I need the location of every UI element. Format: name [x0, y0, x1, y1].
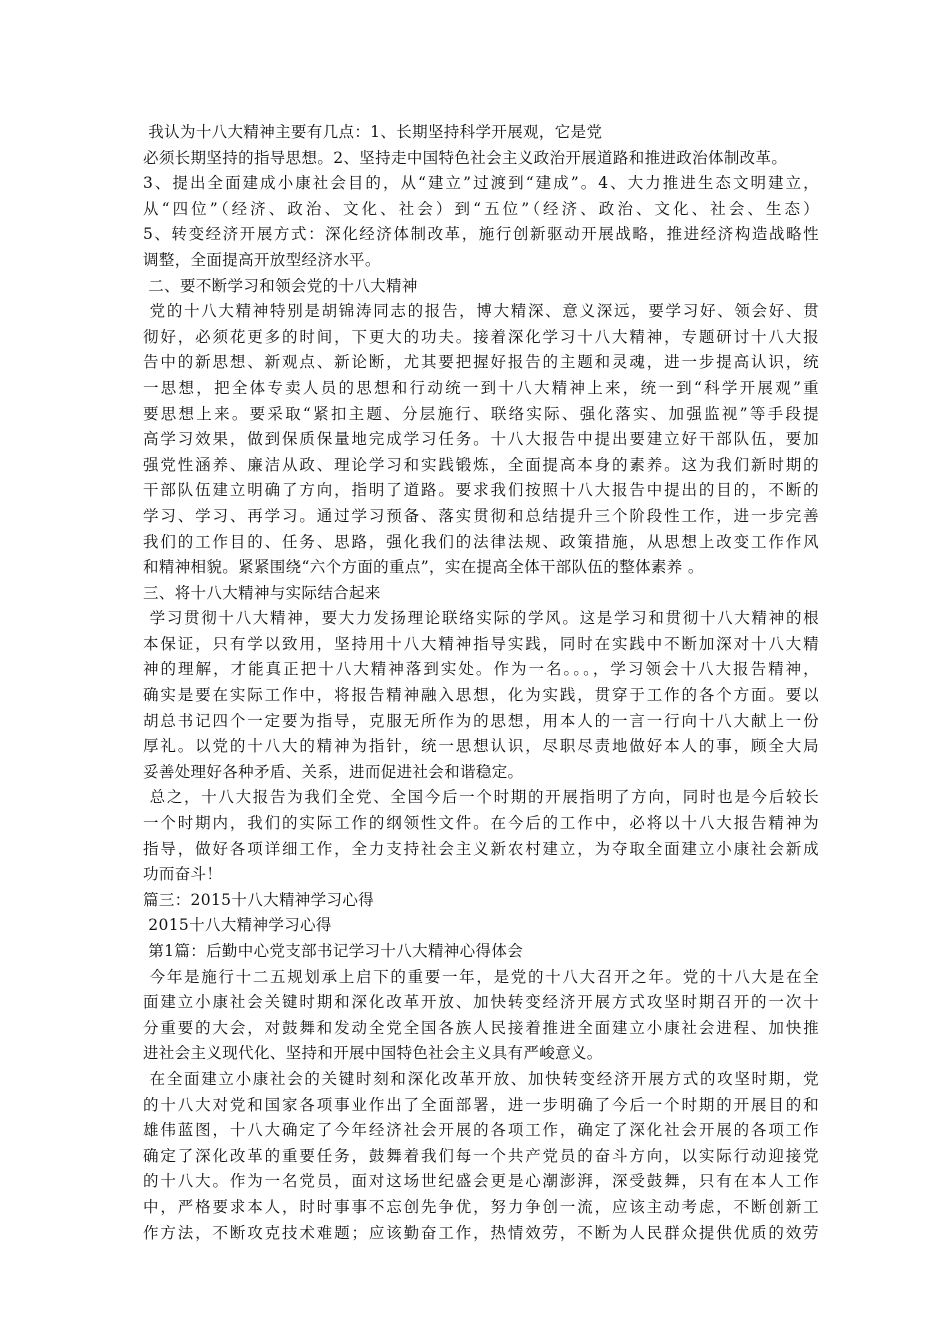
text-line: 作方法，不断攻克技术难题；应该勤奋工作，热情效劳，不断为人民群众提供优质的效劳 [143, 1223, 819, 1242]
text-line: 的十八大。作为一名党员，面对这场世纪盛会更是心潮澎湃，深受鼓舞，只有在本人工作 [143, 1172, 819, 1191]
text-line: 进社会主义现代化、坚持和开展中国特色社会主义具有严峻意义。 [143, 1044, 603, 1063]
document-body [143, 120, 819, 1246]
text-line: 确实是要在实际工作中，将报告精神融入思想，化为实践，贯穿于工作的各个方面。要以 [143, 686, 819, 705]
text-line: 学习、学习、再学习。通过学习预备、落实贯彻和总结提升三个阶段性工作，进一步完善 [143, 506, 819, 525]
text-line: 二、要不断学习和领会党的十八大精神 [143, 276, 418, 295]
text-line: 一思想，把全体专卖人员的思想和行动统一到十八大精神上来，统一到“科学开展观”重 [143, 378, 819, 397]
text-line: 我们的工作目的、任务、思路，强化我们的法律法规、政策措施，从思想上改变工作作风 [143, 532, 819, 551]
text-line: 党的十八大精神特别是胡锦涛同志的报告，博大精深、意义深远，要学习好、领会好、贯 [143, 302, 819, 321]
text-line: 中，严格要求本人，时时事事不忘创先争优，努力争创一流，应该主动考虑，不断创新工 [143, 1197, 819, 1216]
text-line: 干部队伍建立明确了方向，指明了道路。要求我们按照十八大报告中提出的目的，不断的 [143, 481, 819, 500]
text-line: 胡总书记四个一定要为指导，克服无所作为的思想，用本人的一言一行向十八大献上一份 [143, 711, 819, 730]
text-line: 第1篇：后勤中心党支部书记学习十八大精神心得体会 [143, 942, 524, 960]
text-line: 必须长期坚持的指导思想。2、坚持走中国特色社会主义政治开展道路和推进政治体制改革。 [143, 148, 788, 167]
text-line: 妥善处理好各种矛盾、关系，进而促进社会和谐稳定。 [143, 762, 524, 781]
text-line: 告中的新思想、新观点、新论断，尤其要把握好报告的主题和灵魂，进一步提高认识，统 [143, 353, 819, 372]
text-line: 学习贯彻十八大精神，要大力发扬理论联络实际的学风。这是学习和贯彻十八大精神的根 [143, 609, 819, 628]
text-line: 雄伟蓝图，十八大确定了今年经济社会开展的各项工作，确定了深化社会开展的各项工作 [143, 1121, 819, 1140]
text-line: 指导，做好各项详细工作，全力支持社会主义新农村建立，为夺取全面建立小康社会新成 [143, 839, 819, 858]
text-line: 分重要的大会，对鼓舞和发动全党全国各族人民接着推进全面建立小康社会进程、加快推 [143, 1018, 819, 1037]
text-line: 要思想上来。要采取“紧扣主题、分层施行、联络实际、强化落实、加强监视”等手段提 [143, 404, 819, 423]
text-line: 和精神相貌。紧紧围绕“六个方面的重点”，实在提高全体干部队伍的整体素养 。 [143, 558, 704, 577]
text-line: 一个时期内，我们的实际工作的纲领性文件。在今后的工作中，必将以十八大报告精神为 [143, 814, 819, 833]
text-line: 三、将十八大精神与实际结合起来 [143, 583, 381, 602]
text-line: 彻好，必须花更多的时间，下更大的功夫。接着深化学习十八大精神，专题研讨十八大报 [143, 327, 819, 346]
text-line: 2015十八大精神学习心得 [143, 916, 332, 935]
text-line: 从“四位”（经济、政治、文化、社会）到“五位”（经济、政治、文化、社会、生态） [143, 199, 819, 218]
text-line: 面建立小康社会关键时期和深化改革开放、加快转变经济开展方式攻坚时期召开的一次十 [143, 993, 819, 1012]
text-line: 3、提出全面建成小康社会目的，从“建立”过渡到“建成”。4、大力推进生态文明建立， [143, 174, 819, 193]
text-line: 厚礼。以党的十八大的精神为指针，统一思想认识，尽职尽责地做好本人的事，顾全大局 [143, 737, 819, 756]
text-line: 高学习效果，做到保质保量地完成学习任务。十八大报告中提出要建立好干部队伍，要加 [143, 430, 819, 449]
text-line: 确定了深化改革的重要任务，鼓舞着我们每一个共产党员的奋斗方向，以实际行动迎接党 [143, 1146, 819, 1165]
text-line: 在全面建立小康社会的关键时刻和深化改革开放、加快转变经济开展方式的攻坚时期，党 [143, 1069, 819, 1088]
text-line: 强党性涵养、廉洁从政、理论学习和实践锻炼，全面提高本身的素养。这为我们新时期的 [143, 455, 819, 474]
text-line: 我认为十八大精神主要有几点：1、长期坚持科学开展观，它是党 [143, 123, 603, 141]
text-line: 总之，十八大报告为我们全党、全国今后一个时期的开展指明了方向，同时也是今后较长 [143, 788, 819, 807]
text-line: 神的理解，才能真正把十八大精神落到实处。作为一名。。。，学习领会十八大报告精神， [143, 660, 819, 679]
text-line: 功而奋斗！ [143, 865, 223, 884]
text-line: 本保证，只有学以致用，坚持用十八大精神指导实践，同时在实践中不断加深对十八大精 [143, 634, 819, 653]
text-line: 的十八大对党和国家各项事业作出了全面部署，进一步明确了今后一个时期的开展目的和 [143, 1095, 819, 1114]
text-line: 篇三：2015十八大精神学习心得 [143, 890, 375, 909]
text-line: 今年是施行十二五规划承上启下的重要一年，是党的十八大召开之年。党的十八大是在全 [143, 967, 819, 986]
text-line: 5、转变经济开展方式：深化经济体制改革，施行创新驱动开展战略，推进经济构造战略性 [143, 225, 819, 244]
text-line: 调整，全面提高开放型经济水平。 [143, 250, 381, 269]
